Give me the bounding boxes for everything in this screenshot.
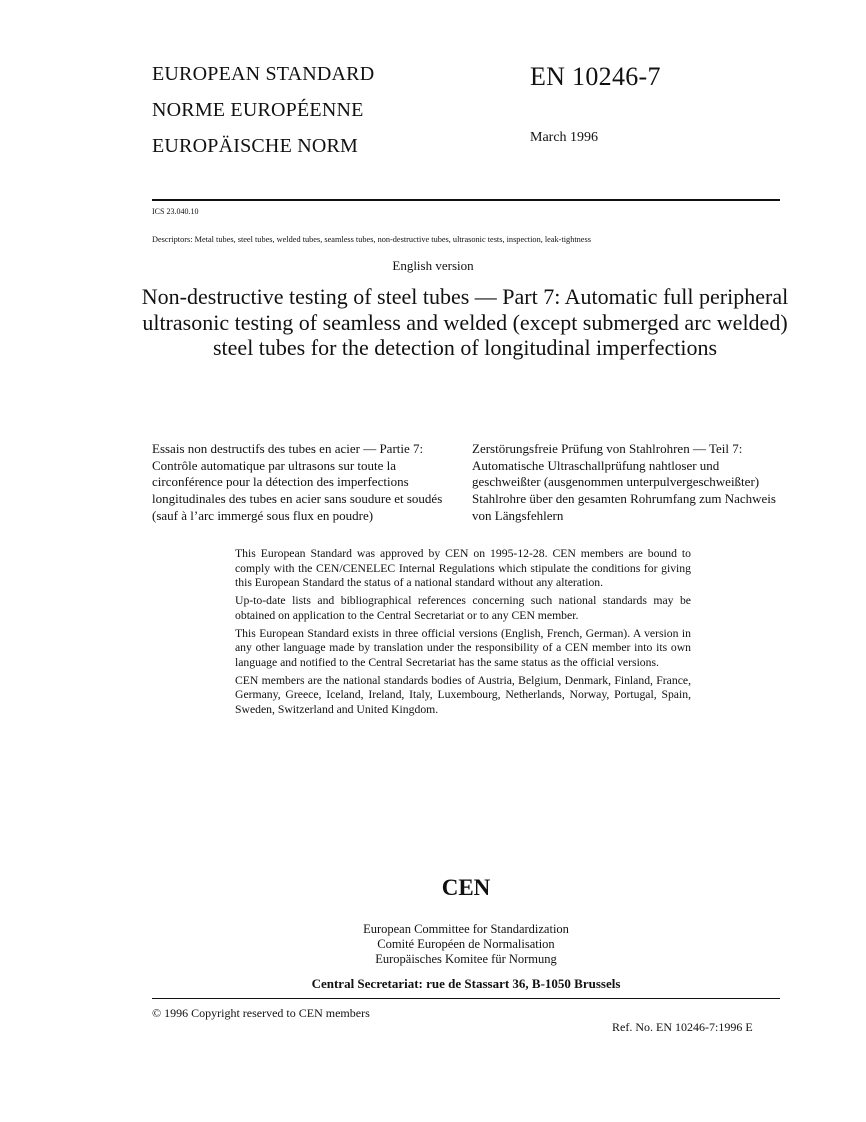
copyright-notice: © 1996 Copyright reserved to CEN members <box>152 1006 370 1020</box>
approval-statement <box>235 547 691 721</box>
standard-label-french: NORME EUROPÉENNE <box>152 99 364 121</box>
organization-name-english: European Committee for Standardization <box>363 922 569 936</box>
standard-label-german: EUROPÄISCHE NORM <box>152 135 359 157</box>
title-german: Zerstörungsfreie Prüfung von Stahlrohren — Teil 7: Automatische Ultraschallprüfung nahtloser und geschweißter (ausgenommen unterpulvergeschweißter) Stahlrohre über den gesamten Rohrumfang zum Nachweis von Längsfehlern <box>472 441 776 523</box>
document-number: EN 10246-7 <box>530 62 661 91</box>
organization-name-german: Europäisches Komitee für Normung <box>375 952 557 966</box>
language-version: English version <box>392 258 474 273</box>
descriptors-line: Descriptors: Metal tubes, steel tubes, welded tubes, seamless tubes, non-destructive tubes, ultrasonic tests, inspection, leak-tightness <box>152 235 591 244</box>
ics-code: ICS 23.040.10 <box>152 207 199 216</box>
cen-heading: CEN <box>441 875 491 900</box>
versions-paragraph: This European Standard exists in three official versions (English, French, German). A version in any other language made by translation under the responsibility of a CEN member into its own language and notified to the Central Secretariat has the same status as the official versions. <box>235 626 691 669</box>
title-french: Essais non destructifs des tubes en acier — Partie 7: Contrôle automatique par ultrasons sur toute la circonférence pour la détection des imperfections longitudinales des tubes en acier sans soudure et soudés (sauf à l’arc immergé sous flux en poudre) <box>152 441 443 523</box>
document-title: Non-destructive testing of steel tubes — Part 7: Automatic full peripheral ultrasonic testing of seamless and welded (except submerged arc welded) steel tubes for the detection of longitudinal imperfections <box>141 284 789 360</box>
organization-name-french: Comité Européen de Normalisation <box>377 937 555 951</box>
header-divider <box>152 199 780 201</box>
reference-number: Ref. No. EN 10246-7:1996 E <box>612 1020 753 1034</box>
secretariat-address: Central Secretariat: rue de Stassart 36, B-1050 Brussels <box>311 976 621 991</box>
approval-paragraph: This European Standard was approved by CEN on 1995-12-28. CEN members are bound to comply with the CEN/CENELEC Internal Regulations which stipulate the conditions for giving this European Standard the status of a national standard without any alteration. <box>235 547 691 590</box>
publication-date: March 1996 <box>530 130 599 145</box>
members-paragraph: CEN members are the national standards bodies of Austria, Belgium, Denmark, Finland, France, Germany, Greece, Iceland, Ireland, Italy, Luxembourg, Netherlands, Norway, Portugal, Spain, Sweden, Switzerland and United Kingdom. <box>235 673 691 717</box>
standard-label-english: EUROPEAN STANDARD <box>152 63 375 85</box>
footer-divider <box>152 998 780 999</box>
references-paragraph: Up-to-date lists and bibliographical references concerning such national standards may be obtained on application to the Central Secretariat or to any CEN member. <box>235 594 691 622</box>
